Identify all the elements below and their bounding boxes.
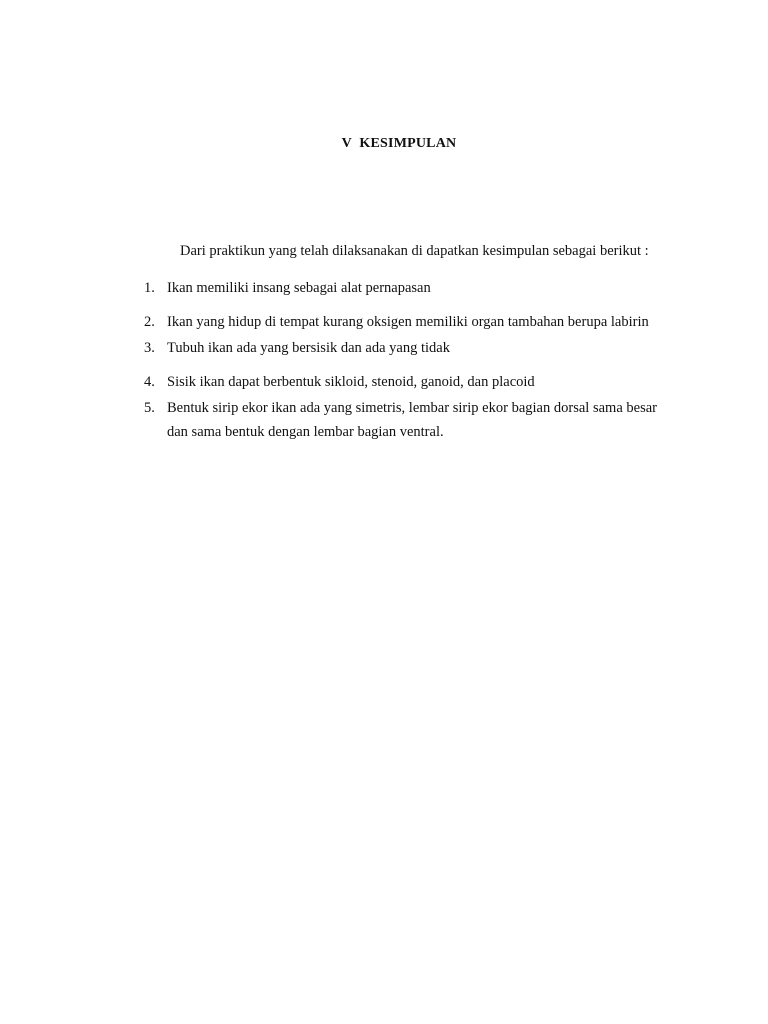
list-item-text: Ikan yang hidup di tempat kurang oksigen memiliki organ tambahan berupa labirin	[167, 314, 649, 330]
list-item	[144, 370, 657, 394]
list-item-number: 2.	[144, 314, 155, 330]
intro-paragraph: Dari praktikun yang telah dilaksanakan di dapatkan kesimpulan sebagai berikut :	[180, 243, 649, 259]
list-item	[144, 336, 657, 360]
list-item-number: 4.	[144, 374, 155, 390]
list-item-number: 1.	[144, 280, 155, 296]
list-item-text: Bentuk sirip ekor ikan ada yang simetris, lembar sirip ekor bagian dorsal sama besar dan sama bentuk dengan lembar bagian ventral.	[167, 400, 657, 440]
list-item-text: Ikan memiliki insang sebagai alat pernapasan	[167, 280, 431, 296]
list-item	[144, 396, 657, 444]
list-item-number: 3.	[144, 340, 155, 356]
list-item-text: Tubuh ikan ada yang bersisik dan ada yang tidak	[167, 340, 450, 356]
chapter-title: V KESIMPULAN	[341, 136, 457, 151]
list-item	[144, 310, 657, 334]
conclusion-list	[144, 276, 657, 444]
list-item	[144, 276, 657, 300]
document-body	[144, 236, 657, 444]
list-item-number: 5.	[144, 400, 155, 416]
list-item-text: Sisik ikan dapat berbentuk sikloid, stenoid, ganoid, dan placoid	[167, 374, 535, 390]
